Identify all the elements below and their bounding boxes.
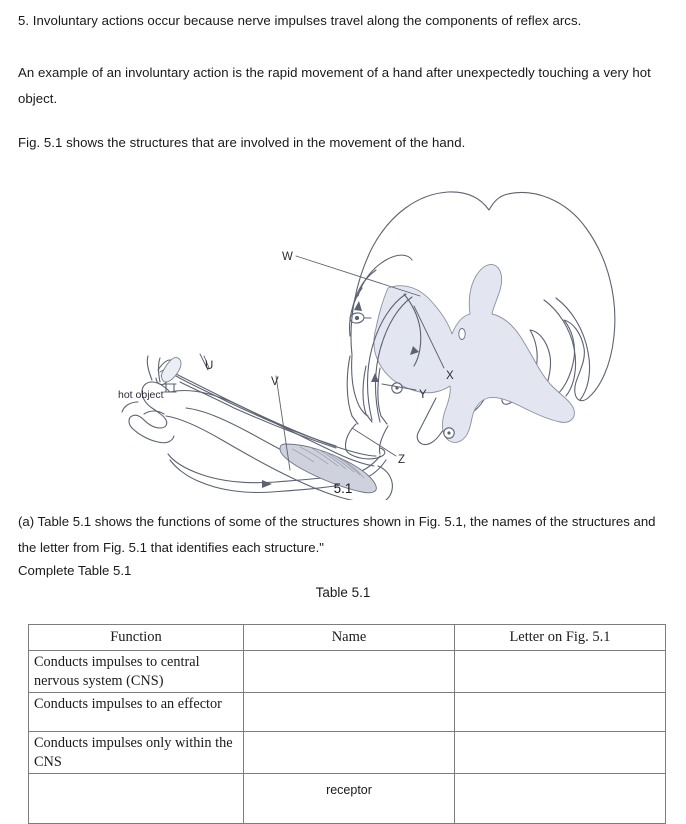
white-matter-rib-2 [352,270,376,312]
finger-1 [147,356,152,380]
spinal-cord-left-wall [352,355,368,416]
table-row [29,732,666,774]
root-stalk-left-edge [347,356,358,424]
synapse-dot-1 [447,431,450,434]
sensory-tract-arrow [371,373,379,382]
thumb [122,402,138,412]
cell-letter-4[interactable] [455,774,666,824]
figure-label-U: U [205,360,214,372]
column-header-name: Name [244,625,455,651]
table-5-1-wrapper [28,624,665,824]
white-matter-rib-r1 [544,300,576,396]
finger-2 [159,358,161,382]
column-header-function: Function [29,625,244,651]
cell-name-4: receptor [244,774,455,824]
cell-letter-3[interactable] [455,732,666,774]
cell-function-4[interactable] [29,774,244,824]
white-matter-rib-arrow [354,301,362,311]
cell-name-1[interactable] [244,651,455,693]
nerve-root-bundle-top [345,424,356,450]
synapse-ventral [392,383,402,393]
table-row [29,651,666,693]
figure-caption: 5.1 [333,481,353,496]
reflex-arc-illustration [0,170,686,500]
table-row [29,693,666,732]
figure-label-V: V [271,376,279,388]
example-text: An example of an involuntary action is the rapid movement of a hand after unexpectedly touching a very hot object. [18,65,651,106]
cell-letter-2[interactable] [455,693,666,732]
table-row [29,774,666,824]
cell-function-3: Conducts impulses only within the CNS [29,732,244,774]
figure-5-1 [0,170,686,500]
figure-label-X: X [446,370,454,382]
hot-object-base [164,384,176,392]
figure-label-Z: Z [398,454,406,466]
central-canal [459,329,465,340]
cell-function-2: Conducts impulses to an effector [29,693,244,732]
table-caption: Table 5.1 [315,585,371,600]
cell-name-2[interactable] [244,693,455,732]
table-header-row [29,625,666,651]
complete-table-instruction: Complete Table 5.1 [18,563,132,578]
cell-function-1: Conducts impulses to central nervous system (CNS) [29,651,244,693]
hot-object-shape [162,357,181,382]
figure-label-Y: Y [419,389,427,401]
hand-knuckles [144,411,164,414]
cell-name-3[interactable] [244,732,455,774]
leader-Z [352,428,396,456]
leader-W [296,256,420,296]
figure-label-hot-object: hot object [118,389,164,401]
ganglion-dot [355,316,358,319]
cell-letter-1[interactable] [455,651,666,693]
column-header-letter: Letter on Fig. 5.1 [455,625,666,651]
part-a-text: (a) Table 5.1 shows the functions of some of the structures shown in Fig. 5.1, the names of the structures and the letter from Fig. 5.1 that identifies each structure." [18,514,656,555]
synapse-pair [444,428,454,438]
ventral-root-stalk [378,368,387,424]
figure-label-W: W [282,251,293,263]
figure-intro-text: Fig. 5.1 shows the structures that are involved in the movement of the hand. [18,135,466,150]
table-5-1 [28,624,666,824]
question-intro-text: 5. Involuntary actions occur because nerve impulses travel along the components of reflex arcs. [18,13,582,28]
